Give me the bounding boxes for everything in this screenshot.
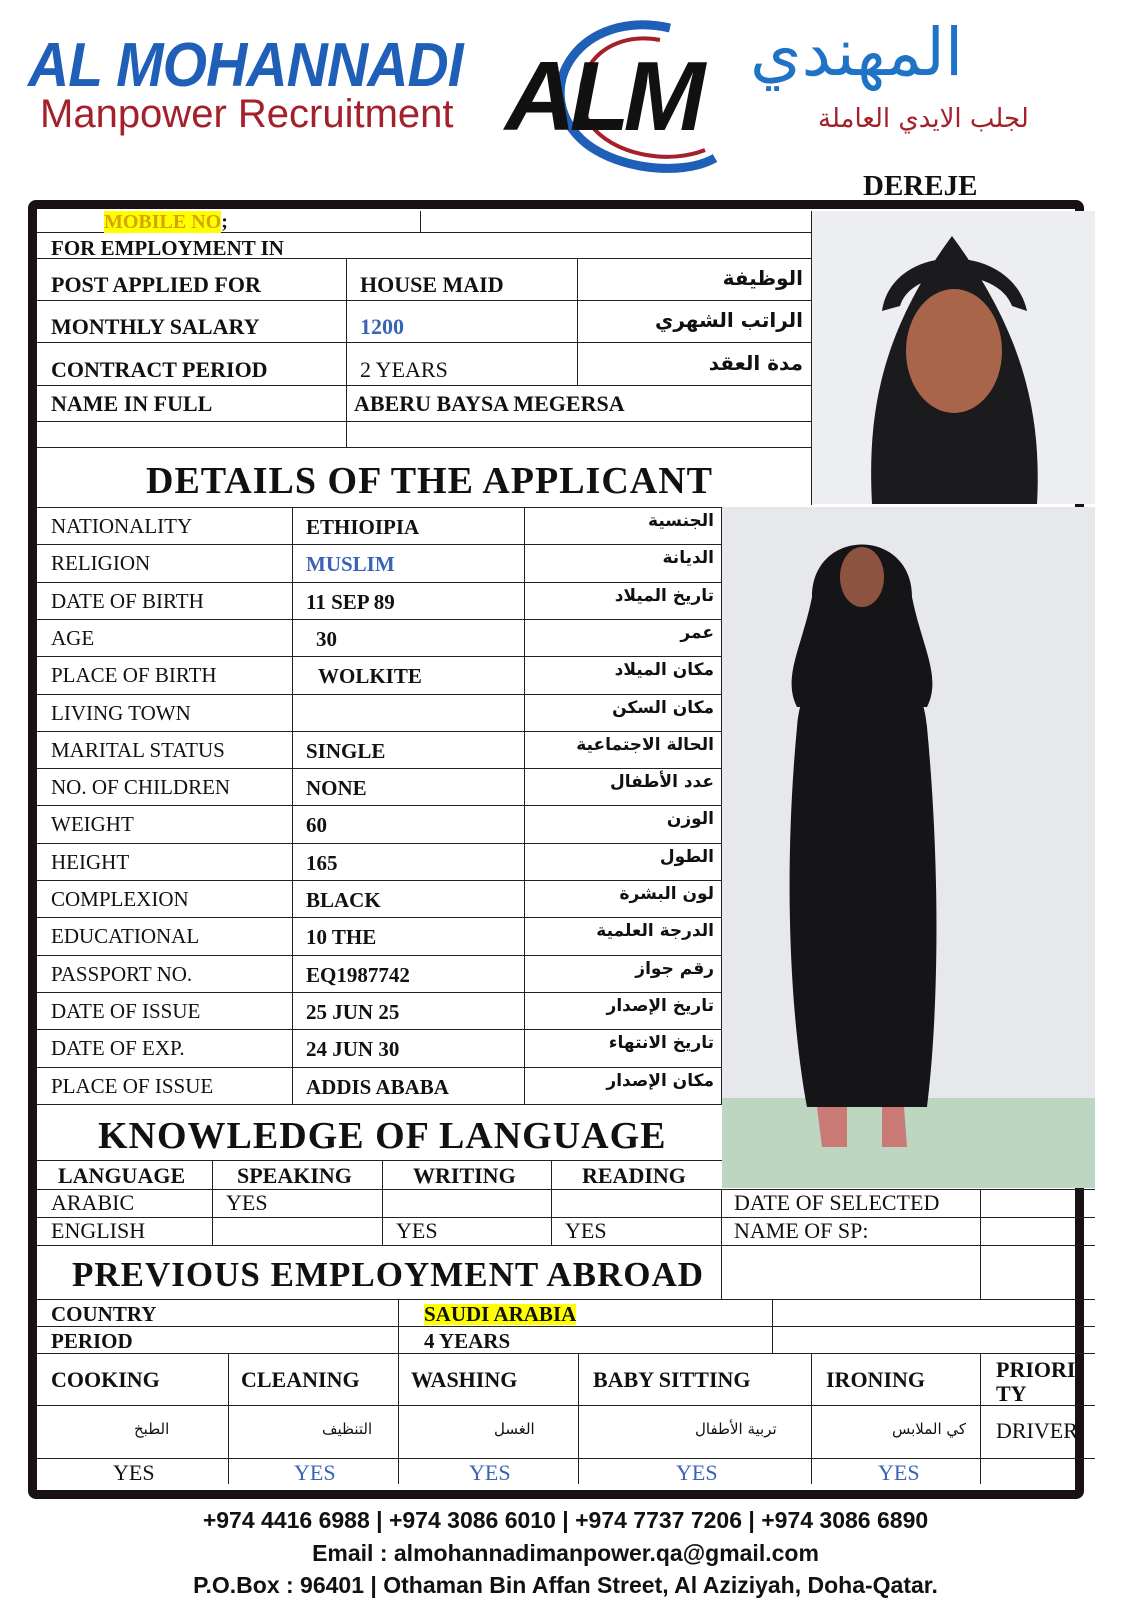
detail-value: 165: [306, 851, 338, 875]
skill-washing-arabic: الغسل: [494, 1420, 535, 1438]
detail-value: 25 JUN 25: [306, 1000, 400, 1024]
detail-arabic-label: رقم جواز: [635, 959, 714, 979]
detail-label: PLACE OF BIRTH: [51, 663, 217, 687]
logo-arabic-subtitle: لجلب الايدي العاملة: [818, 104, 1029, 134]
detail-value: 24 JUN 30: [306, 1037, 400, 1061]
detail-arabic-label: عمر: [680, 623, 714, 643]
detail-label: COMPLEXION: [51, 887, 189, 911]
detail-label: NATIONALITY: [51, 514, 193, 538]
post-applied-value: HOUSE MAID: [360, 272, 504, 297]
detail-label: MARITAL STATUS: [51, 738, 225, 762]
detail-value: 11 SEP 89: [306, 590, 395, 614]
detail-arabic-label: تاريخ الانتهاء: [608, 1033, 714, 1053]
lang-arabic: ARABIC: [51, 1190, 135, 1215]
detail-value: NONE: [306, 776, 367, 800]
detail-arabic-label: لون البشرة: [619, 884, 714, 904]
post-applied-arabic: الوظيفة: [722, 266, 803, 290]
detail-value: ETHIOIPIA: [306, 515, 420, 539]
monthly-salary-arabic: الراتب الشهري: [655, 308, 803, 332]
detail-value: WOLKITE: [318, 664, 422, 688]
footer-phones: +974 4416 6988 | +974 3086 6010 | +974 7737 7206 | +974 3086 6890: [202, 1507, 929, 1533]
detail-arabic-label: الوزن: [666, 809, 714, 829]
lang-english-reading: YES: [565, 1218, 607, 1243]
footer-address: P.O.Box : 96401 | Othaman Bin Affan Street, Al Aziziyah, Doha-Qatar.: [193, 1572, 938, 1598]
detail-value: EQ1987742: [306, 963, 410, 987]
detail-arabic-label: مكان السكن: [612, 698, 714, 718]
country-value: SAUDI ARABIA: [424, 1302, 577, 1326]
lang-english-writing: YES: [396, 1218, 438, 1243]
detail-arabic-label: تاريخ الإصدار: [606, 996, 714, 1016]
detail-arabic-label: تاريخ الميلاد: [614, 586, 714, 606]
detail-arabic-label: عدد الأطفال: [610, 772, 714, 792]
for-employment-label: FOR EMPLOYMENT IN: [51, 236, 284, 260]
detail-label: HEIGHT: [51, 850, 130, 874]
full-name-label: NAME IN FULL: [51, 391, 213, 416]
detail-arabic-label: الديانة: [662, 548, 714, 568]
detail-arabic-label: الطول: [659, 847, 714, 867]
logo-english-subtitle: Manpower Recruitment: [40, 92, 454, 136]
baby-sitting-value: YES: [676, 1460, 718, 1485]
detail-label: DATE OF BIRTH: [51, 589, 204, 613]
lang-header-speaking: SPEAKING: [237, 1163, 352, 1188]
skill-ironing-arabic: كي الملابس: [892, 1420, 967, 1438]
full-figure-icon: [722, 507, 1095, 1188]
detail-label: DATE OF ISSUE: [51, 999, 201, 1023]
sponsor-name-label: NAME OF SP:: [734, 1218, 869, 1243]
applicant-full-photo: [722, 507, 1095, 1188]
detail-label: EDUCATIONAL: [51, 924, 200, 948]
detail-arabic-label: مكان الإصدار: [606, 1071, 714, 1091]
monthly-salary-label: MONTHLY SALARY: [51, 314, 260, 339]
detail-label: NO. OF CHILDREN: [51, 775, 231, 799]
detail-arabic-label: الدرجة العلمية: [596, 921, 714, 941]
period-value: 4 YEARS: [424, 1329, 511, 1353]
cooking-value: YES: [113, 1460, 155, 1485]
period-label: PERIOD: [51, 1329, 133, 1353]
skill-cleaning-arabic: التنظيف: [322, 1420, 373, 1438]
footer-email: Email : almohannadimanpower.qa@gmail.com: [312, 1540, 819, 1566]
mobile-label: MOBILE NO;: [104, 211, 228, 233]
lang-arabic-speaking: YES: [226, 1190, 268, 1215]
washing-value: YES: [469, 1460, 511, 1485]
full-name-value: ABERU BAYSA MEGERSA: [354, 391, 625, 416]
detail-label: WEIGHT: [51, 812, 134, 836]
detail-label: RELIGION: [51, 551, 151, 575]
previous-employment-title: PREVIOUS EMPLOYMENT ABROAD: [72, 1255, 705, 1294]
detail-arabic-label: الحالة الاجتماعية: [576, 735, 714, 755]
detail-value: 10 THE: [306, 925, 377, 949]
portrait-figure-icon: [812, 211, 1095, 504]
detail-arabic-label: مكان الميلاد: [614, 660, 714, 680]
date-selected-label: DATE OF SELECTED: [734, 1190, 940, 1215]
monthly-salary-value: 1200: [360, 314, 404, 339]
contract-period-label: CONTRACT PERIOD: [51, 357, 268, 382]
logo-english-name: AL MOHANNADI: [28, 31, 463, 100]
details-title: DETAILS OF THE APPLICANT: [146, 460, 714, 502]
skill-ironing: IRONING: [826, 1367, 926, 1392]
detail-value: 60: [306, 813, 327, 837]
post-applied-label: POST APPLIED FOR: [51, 272, 261, 297]
contract-period-value: 2 YEARS: [360, 357, 448, 382]
detail-value: 30: [316, 627, 337, 651]
lang-header-reading: READING: [582, 1163, 686, 1188]
detail-value: MUSLIM: [306, 552, 395, 576]
detail-label: DATE OF EXP.: [51, 1036, 185, 1060]
lang-english: ENGLISH: [51, 1218, 146, 1243]
detail-label: LIVING TOWN: [51, 701, 191, 725]
logo-mark: ALM: [505, 41, 700, 151]
lang-header-writing: WRITING: [413, 1163, 516, 1188]
detail-label: AGE: [51, 626, 95, 650]
detail-value: ADDIS ABABA: [306, 1075, 449, 1099]
contract-period-arabic: مدة العقد: [708, 351, 803, 375]
skill-priority: PRIORI TY: [996, 1357, 1076, 1407]
country-label: COUNTRY: [51, 1302, 157, 1326]
detail-value: SINGLE: [306, 739, 386, 763]
detail-label: PLACE OF ISSUE: [51, 1074, 214, 1098]
detail-value: BLACK: [306, 888, 381, 912]
applicant-portrait-photo: [812, 211, 1095, 504]
cleaning-value: YES: [294, 1460, 336, 1485]
skill-baby-sitting-arabic: تربية الأطفال: [695, 1420, 777, 1438]
skill-cleaning: CLEANING: [241, 1367, 360, 1392]
skill-cooking: COOKING: [51, 1367, 160, 1392]
detail-label: PASSPORT NO.: [51, 962, 193, 986]
ironing-value: YES: [878, 1460, 920, 1485]
language-title: KNOWLEDGE OF LANGUAGE: [98, 1115, 667, 1157]
skill-baby-sitting: BABY SITTING: [593, 1367, 751, 1392]
skill-cooking-arabic: الطبخ: [134, 1420, 170, 1438]
logo-arabic-name: المهندي: [750, 14, 964, 91]
detail-arabic-label: الجنسية: [648, 511, 714, 531]
priority-value: DRIVER: [996, 1418, 1078, 1443]
agent-name: DEREJE: [863, 170, 978, 202]
lang-header-language: LANGUAGE: [58, 1163, 186, 1188]
skill-washing: WASHING: [411, 1367, 518, 1392]
